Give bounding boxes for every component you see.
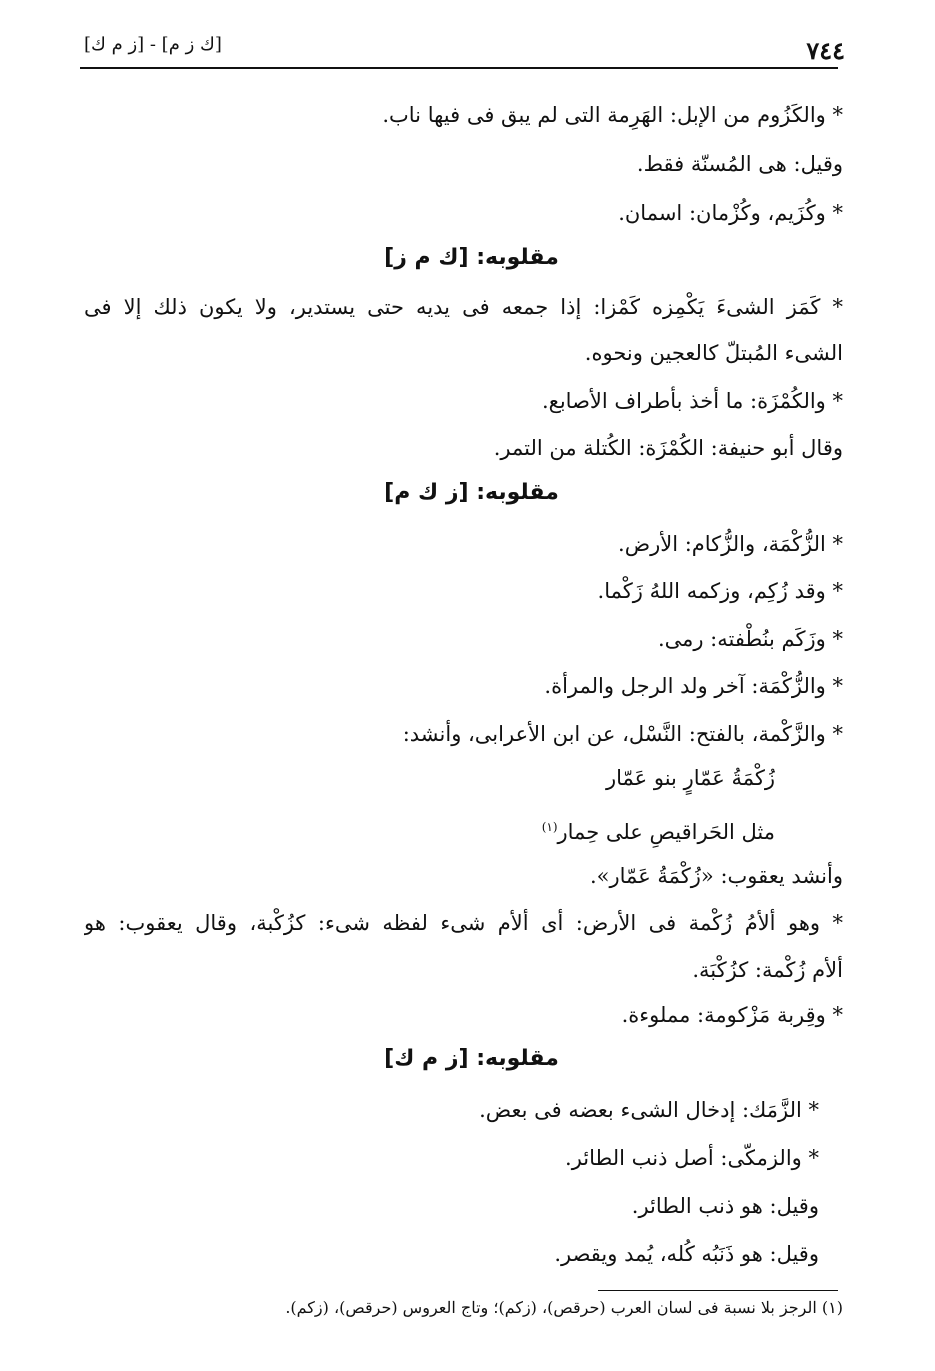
text-line: * والكُمْزَة: ما أخذ بأطراف الأصابع.: [541, 389, 843, 413]
text-line: وقيل: هو ذنب الطائر.: [631, 1194, 819, 1218]
text-line: * وكُزَيم، وكُزْمان: اسمان.: [618, 201, 843, 225]
text-line: * والزمكّى: أصل ذنب الطائر.: [565, 1146, 819, 1170]
section-heading: مقلوبه: [ز م ك]: [384, 1046, 559, 1071]
text-line: وقال أبو حنيفة: الكُمْزَة: الكُتلة من التمر.: [493, 436, 843, 460]
text-line: الشىء المُبتلّ كالعجين ونحوه.: [584, 341, 843, 365]
text-line: * الزُّكْمَة، والزُّكام: الأرض.: [618, 532, 843, 556]
text-line: وقيل: هى المُسنّة فقط.: [636, 152, 843, 176]
text-line: وأنشد يعقوب: «زُكْمَةُ عَمّار».: [589, 864, 843, 888]
header-divider: [80, 67, 838, 69]
section-heading: مقلوبه: [ز ك م]: [384, 480, 559, 505]
verse-line: مثل الحَراقيصِ على حِمار$^{(١)}$: [541, 820, 775, 844]
text-line: * والزُّكْمَة: آخر ولد الرجل والمرأة.: [544, 674, 843, 698]
text-line: * والزَّكْمة، بالفتح: النَّسْل، عن ابن الأعرابى، وأنشد:: [402, 722, 843, 746]
text-line: * كَمَز الشىءَ يَكْمِزه كَمْزا: إذا جمعه فى يديه حتى يستدير، ولا يكون ذلك إلا فى: [84, 295, 843, 319]
text-line: وقيل: هو ذَنَبُه كُله، يُمد ويقصر.: [554, 1242, 819, 1266]
text-line: * وهو ألأمُ زُكْمة فى الأرض: أى ألأم شىء لفظه شىء: كزُكْبة، وقال يعقوب: هو: [84, 911, 843, 935]
text-line: * وقد زُكِم، وزكمه اللهُ زَكْما.: [597, 579, 843, 603]
text-line: * الزَّمَك: إدخال الشىء بعضه فى بعض.: [479, 1098, 819, 1122]
text-line: ألأم زُكْمة: كزُكْبَة.: [692, 958, 843, 982]
verse-line: زُكْمَةُ عَمّارٍ بنو عَمّار: [605, 766, 775, 790]
text-line: * وزَكَم بنُطْفته: رمى.: [657, 627, 843, 651]
running-header: [ك ز م] - [ز م ك]: [84, 34, 222, 55]
page-number: ٧٤٤: [806, 36, 845, 65]
text-line: * والكَزُوم من الإبل: الهَرِمة التى لم يبق فى فيها ناب.: [382, 103, 843, 127]
section-heading: مقلوبه: [ك م ز]: [384, 245, 559, 270]
footnote-divider: [598, 1290, 838, 1291]
footnote: (١) الرجز بلا نسبة فى لسان العرب (حرقص)، (زكم)؛ وتاج العروس (حرقص)، (زكم).: [285, 1298, 843, 1317]
footnote-marker: (١): [541, 820, 558, 834]
text-line: * وقِربة مَزْكومة: مملوءة.: [621, 1003, 843, 1027]
